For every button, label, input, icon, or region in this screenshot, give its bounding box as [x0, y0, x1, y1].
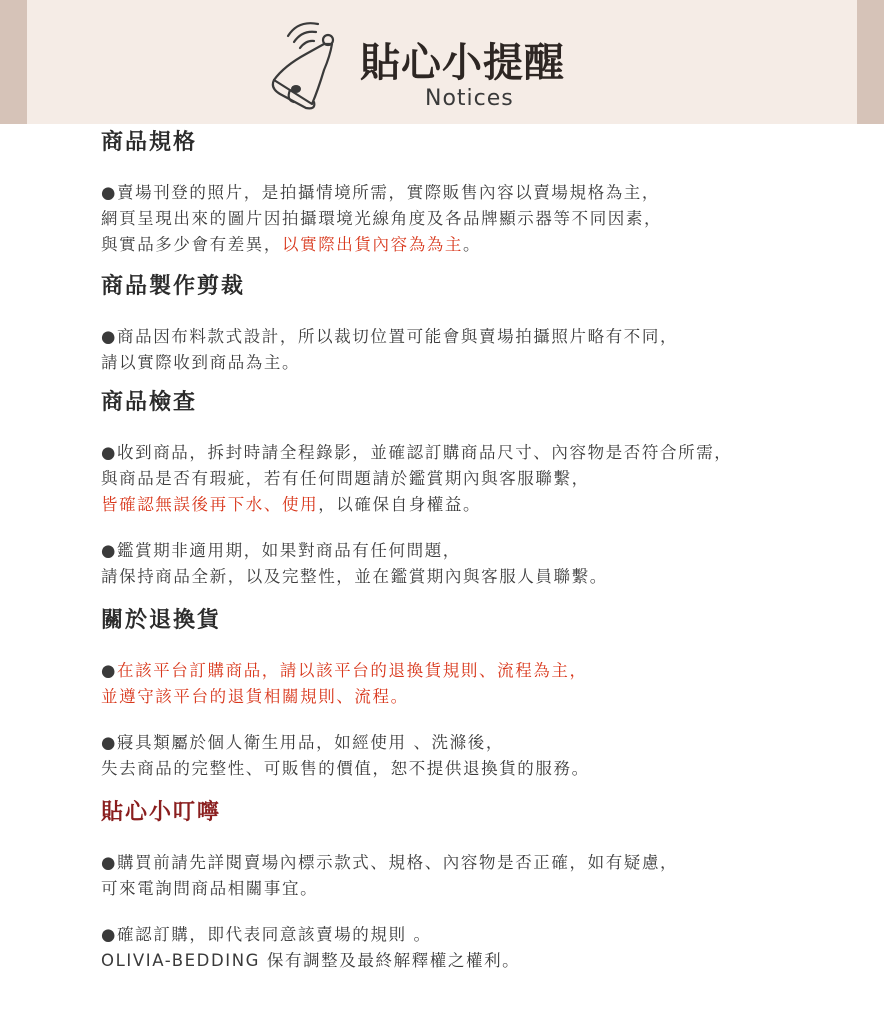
text-line: 網頁呈現出來的圖片因拍攝環境光線角度及各品牌顯示器等不同因素， [101, 209, 663, 228]
text-line: ●商品因布料款式設計，所以裁切位置可能會與賣場拍攝照片略有不同， [101, 327, 679, 346]
paragraph [101, 850, 861, 902]
text-fragment: 。 [463, 235, 482, 254]
text-fragment: 與實品多少會有差異， [101, 235, 282, 254]
section-returns [101, 604, 861, 782]
text-line: ●購買前請先詳閱賣場內標示款式、規格、內容物是否正確，如有疑慮， [101, 853, 679, 872]
section-heading: 商品規格 [101, 130, 198, 155]
section-cutting [101, 270, 861, 376]
paragraph [101, 538, 861, 590]
section-heading: 貼心小叮嚀 [101, 800, 222, 825]
highlight-text: 以實際出貨內容為為主 [282, 235, 463, 254]
text-line: OLIVIA-BEDDING 保有調整及最終解釋權之權利。 [101, 951, 521, 970]
text-line: ●鑑賞期非適用期，如果對商品有任何問題， [101, 541, 461, 560]
banner-right-bar [857, 0, 884, 124]
notices-banner [0, 0, 884, 124]
section-inspection [101, 386, 861, 590]
paragraph [101, 658, 861, 710]
text-line: 請保持商品全新，以及完整性，並在鑑賞期內與客服人員聯繫。 [101, 567, 608, 586]
text-fragment: ，以確保自身權益。 [318, 495, 482, 514]
bullet: ● [101, 661, 117, 680]
section-spec [101, 126, 861, 258]
text-line [101, 492, 861, 518]
text-line: 與商品是否有瑕疵，若有任何問題請於鑑賞期內與客服聯繫， [101, 469, 590, 488]
highlight-text: 並遵守該平台的退貨相關規則、流程。 [101, 687, 409, 706]
text-line: ●收到商品，拆封時請全程錄影，並確認訂購商品尺寸、內容物是否符合所需， [101, 443, 733, 462]
text-line: 請以實際收到商品為主。 [101, 353, 301, 372]
paragraph [101, 730, 861, 782]
banner-subtitle: Notices [425, 86, 514, 111]
banner-title: 貼心小提醒 [360, 40, 565, 86]
text-line: 可來電詢問商品相關事宜。 [101, 879, 319, 898]
text-line: ●確認訂購，即代表同意該賣場的規則 。 [101, 925, 432, 944]
paragraph [101, 922, 861, 974]
section-tips [101, 796, 861, 974]
text-line [101, 232, 861, 258]
text-line: ●賣場刊登的照片，是拍攝情境所需，實際販售內容以賣場規格為主， [101, 183, 660, 202]
text-line: 失去商品的完整性、可販售的價值，恕不提供退換貨的服務。 [101, 759, 590, 778]
paragraph [101, 180, 861, 258]
paragraph [101, 324, 861, 376]
text-line: ●寢具類屬於個人衛生用品，如經使用 、洗滌後， [101, 733, 504, 752]
highlight-text: 皆確認無誤後再下水、使用 [101, 495, 319, 514]
notices-content [101, 126, 861, 974]
section-heading: 商品製作剪裁 [101, 274, 246, 299]
paragraph [101, 440, 861, 518]
bell-icon [266, 10, 362, 110]
section-heading: 商品檢查 [101, 390, 198, 415]
highlight-text: 在該平台訂購商品，請以該平台的退換貨規則、流程為主， [117, 661, 588, 680]
banner-left-bar [0, 0, 27, 124]
text-line [101, 658, 861, 684]
section-heading: 關於退換貨 [101, 608, 222, 633]
